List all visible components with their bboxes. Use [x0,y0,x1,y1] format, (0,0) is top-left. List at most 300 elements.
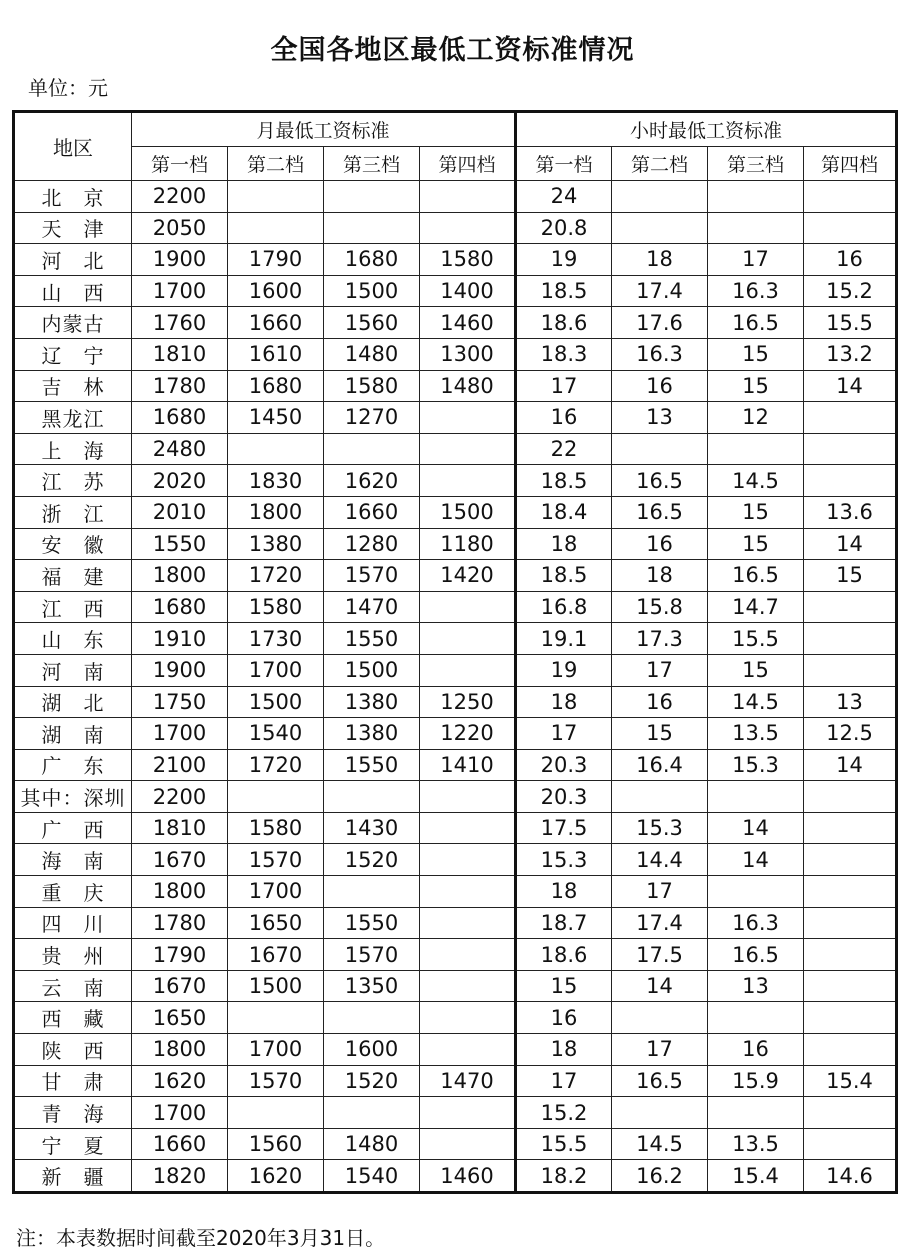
table-row [14,623,897,655]
table-row [14,749,897,781]
monthly-tier-4-cell [420,402,516,434]
hourly-tier-2-cell: 14 [612,970,708,1002]
monthly-tier-2-cell: 1500 [228,686,324,718]
header-hourly-tier-1: 第一档 [516,147,612,181]
hourly-tier-1-cell: 20.8 [516,212,612,244]
hourly-tier-4-cell [804,970,897,1002]
monthly-tier-1-cell: 1620 [132,1065,228,1097]
monthly-tier-2-cell: 1790 [228,244,324,276]
monthly-tier-4-cell [420,876,516,908]
monthly-tier-1-cell: 2050 [132,212,228,244]
monthly-tier-3-cell: 1550 [324,623,420,655]
monthly-tier-2-cell: 1620 [228,1160,324,1193]
table-row [14,718,897,750]
hourly-tier-4-cell: 14 [804,370,897,402]
monthly-tier-4-cell [420,1128,516,1160]
monthly-tier-2-cell: 1570 [228,1065,324,1097]
hourly-tier-2-cell: 17.4 [612,907,708,939]
monthly-tier-4-cell [420,970,516,1002]
region-cell: 宁 夏 [14,1128,132,1160]
monthly-tier-1-cell: 1910 [132,623,228,655]
hourly-tier-1-cell: 19 [516,244,612,276]
monthly-tier-3-cell: 1580 [324,370,420,402]
hourly-tier-4-cell [804,212,897,244]
hourly-tier-3-cell: 17 [708,244,804,276]
hourly-tier-2-cell [612,212,708,244]
monthly-tier-1-cell: 1780 [132,370,228,402]
hourly-tier-3-cell: 16.3 [708,275,804,307]
monthly-tier-1-cell: 1900 [132,244,228,276]
monthly-tier-2-cell: 1700 [228,654,324,686]
hourly-tier-4-cell: 14.6 [804,1160,897,1193]
hourly-tier-2-cell: 16.5 [612,465,708,497]
monthly-tier-4-cell [420,907,516,939]
hourly-tier-2-cell: 16.5 [612,496,708,528]
hourly-tier-1-cell: 16 [516,402,612,434]
hourly-tier-2-cell: 16.4 [612,749,708,781]
monthly-tier-3-cell [324,781,420,813]
header-hourly: 小时最低工资标准 [516,112,897,147]
table-row [14,1097,897,1129]
hourly-tier-3-cell [708,181,804,213]
header-monthly-tier-1: 第一档 [132,147,228,181]
hourly-tier-4-cell [804,1002,897,1034]
hourly-tier-2-cell: 17.5 [612,939,708,971]
hourly-tier-2-cell: 16.2 [612,1160,708,1193]
unit-label: 单位：元 [28,76,108,100]
hourly-tier-1-cell: 18.5 [516,465,612,497]
hourly-tier-2-cell: 17 [612,1034,708,1066]
table-row [14,307,897,339]
monthly-tier-3-cell: 1520 [324,844,420,876]
region-cell: 重 庆 [14,876,132,908]
footnote: 注：本表数据时间截至2020年3月31日。 [16,1226,386,1250]
monthly-tier-3-cell: 1570 [324,560,420,592]
region-cell: 北 京 [14,181,132,213]
hourly-tier-4-cell [804,876,897,908]
hourly-tier-1-cell: 16.8 [516,591,612,623]
monthly-tier-2-cell: 1700 [228,1034,324,1066]
hourly-tier-4-cell [804,433,897,465]
hourly-tier-3-cell: 15 [708,528,804,560]
hourly-tier-1-cell: 17.5 [516,812,612,844]
hourly-tier-1-cell: 17 [516,718,612,750]
hourly-tier-1-cell: 19 [516,654,612,686]
hourly-tier-1-cell: 18.5 [516,560,612,592]
page-title: 全国各地区最低工资标准情况 [270,35,635,66]
hourly-tier-2-cell: 14.5 [612,1128,708,1160]
monthly-tier-3-cell: 1280 [324,528,420,560]
hourly-tier-3-cell: 13.5 [708,1128,804,1160]
hourly-tier-4-cell: 15.2 [804,275,897,307]
hourly-tier-2-cell: 14.4 [612,844,708,876]
monthly-tier-4-cell: 1400 [420,275,516,307]
monthly-tier-3-cell [324,212,420,244]
region-cell: 广 东 [14,749,132,781]
hourly-tier-3-cell: 14.5 [708,686,804,718]
region-cell: 青 海 [14,1097,132,1129]
region-cell: 新 疆 [14,1160,132,1193]
monthly-tier-1-cell: 1780 [132,907,228,939]
monthly-tier-3-cell: 1350 [324,970,420,1002]
hourly-tier-4-cell: 13 [804,686,897,718]
monthly-tier-2-cell [228,1097,324,1129]
hourly-tier-1-cell: 18 [516,876,612,908]
table-row [14,465,897,497]
monthly-tier-2-cell: 1560 [228,1128,324,1160]
monthly-tier-2-cell [228,212,324,244]
hourly-tier-2-cell: 17.3 [612,623,708,655]
hourly-tier-3-cell [708,781,804,813]
monthly-tier-3-cell: 1570 [324,939,420,971]
header-monthly-tier-2: 第二档 [228,147,324,181]
region-cell: 辽 宁 [14,338,132,370]
monthly-tier-2-cell: 1570 [228,844,324,876]
hourly-tier-3-cell: 15 [708,370,804,402]
monthly-tier-4-cell [420,623,516,655]
table-row [14,1065,897,1097]
table-row [14,528,897,560]
monthly-tier-4-cell [420,465,516,497]
monthly-tier-1-cell: 2200 [132,781,228,813]
region-cell: 江 西 [14,591,132,623]
monthly-tier-1-cell: 1900 [132,654,228,686]
hourly-tier-3-cell: 15 [708,338,804,370]
table-row [14,275,897,307]
monthly-tier-4-cell: 1420 [420,560,516,592]
hourly-tier-4-cell: 14 [804,528,897,560]
region-cell: 河 南 [14,654,132,686]
hourly-tier-1-cell: 18.2 [516,1160,612,1193]
region-cell: 河 北 [14,244,132,276]
region-cell: 天 津 [14,212,132,244]
header-monthly-tier-4: 第四档 [420,147,516,181]
monthly-tier-1-cell: 2010 [132,496,228,528]
monthly-tier-1-cell: 1660 [132,1128,228,1160]
hourly-tier-3-cell: 14 [708,812,804,844]
hourly-tier-1-cell: 18.7 [516,907,612,939]
hourly-tier-3-cell: 15 [708,496,804,528]
region-cell: 陕 西 [14,1034,132,1066]
monthly-tier-3-cell: 1600 [324,1034,420,1066]
monthly-tier-2-cell: 1580 [228,591,324,623]
hourly-tier-3-cell: 16.5 [708,939,804,971]
monthly-tier-4-cell: 1580 [420,244,516,276]
hourly-tier-4-cell [804,812,897,844]
monthly-tier-1-cell: 1700 [132,275,228,307]
hourly-tier-2-cell: 17.6 [612,307,708,339]
hourly-tier-4-cell [804,623,897,655]
hourly-tier-1-cell: 19.1 [516,623,612,655]
hourly-tier-2-cell [612,781,708,813]
hourly-tier-4-cell: 15 [804,560,897,592]
hourly-tier-1-cell: 16 [516,1002,612,1034]
monthly-tier-1-cell: 1820 [132,1160,228,1193]
monthly-tier-2-cell: 1600 [228,275,324,307]
table-row [14,433,897,465]
monthly-tier-4-cell [420,212,516,244]
monthly-tier-4-cell: 1460 [420,307,516,339]
monthly-tier-4-cell: 1220 [420,718,516,750]
hourly-tier-4-cell: 16 [804,244,897,276]
table-row [14,812,897,844]
monthly-tier-3-cell: 1620 [324,465,420,497]
monthly-tier-4-cell: 1480 [420,370,516,402]
monthly-tier-4-cell: 1470 [420,1065,516,1097]
table-row [14,212,897,244]
hourly-tier-2-cell: 13 [612,402,708,434]
hourly-tier-3-cell: 13.5 [708,718,804,750]
monthly-tier-1-cell: 1680 [132,402,228,434]
hourly-tier-1-cell: 17 [516,370,612,402]
wage-table [12,110,898,1194]
monthly-tier-3-cell [324,433,420,465]
region-cell: 上 海 [14,433,132,465]
hourly-tier-2-cell: 16.3 [612,338,708,370]
hourly-tier-2-cell: 15.8 [612,591,708,623]
monthly-tier-2-cell: 1610 [228,338,324,370]
monthly-tier-3-cell: 1550 [324,907,420,939]
monthly-tier-4-cell [420,1097,516,1129]
hourly-tier-4-cell: 13.6 [804,496,897,528]
hourly-tier-2-cell: 18 [612,244,708,276]
monthly-tier-4-cell [420,591,516,623]
hourly-tier-4-cell [804,465,897,497]
table-row [14,939,897,971]
header-monthly: 月最低工资标准 [132,112,516,147]
table-row [14,844,897,876]
hourly-tier-4-cell [804,654,897,686]
monthly-tier-4-cell [420,844,516,876]
hourly-tier-1-cell: 15.2 [516,1097,612,1129]
monthly-tier-4-cell [420,1002,516,1034]
region-cell: 黑龙江 [14,402,132,434]
monthly-tier-2-cell: 1660 [228,307,324,339]
hourly-tier-4-cell [804,844,897,876]
monthly-tier-4-cell [420,939,516,971]
hourly-tier-1-cell: 18.6 [516,307,612,339]
hourly-tier-4-cell [804,1034,897,1066]
hourly-tier-3-cell: 16.5 [708,307,804,339]
monthly-tier-4-cell [420,781,516,813]
hourly-tier-3-cell: 13 [708,970,804,1002]
hourly-tier-3-cell [708,1097,804,1129]
monthly-tier-1-cell: 1760 [132,307,228,339]
monthly-tier-4-cell: 1410 [420,749,516,781]
monthly-tier-2-cell: 1670 [228,939,324,971]
table-row [14,876,897,908]
monthly-tier-3-cell: 1270 [324,402,420,434]
monthly-tier-3-cell: 1430 [324,812,420,844]
hourly-tier-4-cell [804,181,897,213]
table-row [14,560,897,592]
monthly-tier-1-cell: 1800 [132,1034,228,1066]
table-row [14,591,897,623]
hourly-tier-4-cell [804,1097,897,1129]
hourly-tier-2-cell: 15 [612,718,708,750]
hourly-tier-1-cell: 18.5 [516,275,612,307]
region-cell: 江 苏 [14,465,132,497]
table-body [14,181,897,1193]
hourly-tier-3-cell: 15.5 [708,623,804,655]
table-row [14,907,897,939]
hourly-tier-3-cell: 15 [708,654,804,686]
monthly-tier-1-cell: 1700 [132,718,228,750]
monthly-tier-3-cell: 1500 [324,275,420,307]
hourly-tier-2-cell: 17 [612,654,708,686]
monthly-tier-1-cell: 1670 [132,844,228,876]
hourly-tier-3-cell [708,1002,804,1034]
monthly-tier-2-cell: 1450 [228,402,324,434]
monthly-tier-4-cell [420,433,516,465]
header-hourly-tier-2: 第二档 [612,147,708,181]
hourly-tier-1-cell: 18.4 [516,496,612,528]
monthly-tier-1-cell: 1750 [132,686,228,718]
region-cell: 湖 南 [14,718,132,750]
hourly-tier-2-cell: 16.5 [612,1065,708,1097]
monthly-tier-1-cell: 1680 [132,591,228,623]
monthly-tier-1-cell: 1700 [132,1097,228,1129]
region-cell: 浙 江 [14,496,132,528]
table-row [14,1002,897,1034]
monthly-tier-2-cell: 1700 [228,876,324,908]
monthly-tier-4-cell: 1250 [420,686,516,718]
hourly-tier-3-cell: 16 [708,1034,804,1066]
hourly-tier-4-cell: 12.5 [804,718,897,750]
hourly-tier-4-cell [804,591,897,623]
hourly-tier-3-cell: 16.5 [708,560,804,592]
hourly-tier-3-cell [708,212,804,244]
hourly-tier-2-cell: 18 [612,560,708,592]
hourly-tier-2-cell [612,1002,708,1034]
hourly-tier-4-cell [804,1128,897,1160]
hourly-tier-4-cell: 14 [804,749,897,781]
table-row [14,181,897,213]
hourly-tier-2-cell: 16 [612,370,708,402]
hourly-tier-3-cell [708,433,804,465]
hourly-tier-4-cell [804,402,897,434]
hourly-tier-4-cell [804,939,897,971]
hourly-tier-2-cell [612,181,708,213]
monthly-tier-2-cell: 1730 [228,623,324,655]
region-cell: 西 藏 [14,1002,132,1034]
region-cell: 山 东 [14,623,132,655]
monthly-tier-3-cell: 1550 [324,749,420,781]
monthly-tier-3-cell: 1540 [324,1160,420,1193]
hourly-tier-1-cell: 22 [516,433,612,465]
monthly-tier-3-cell [324,181,420,213]
table-row [14,970,897,1002]
monthly-tier-3-cell: 1480 [324,1128,420,1160]
monthly-tier-2-cell: 1540 [228,718,324,750]
monthly-tier-3-cell: 1500 [324,654,420,686]
hourly-tier-1-cell: 15 [516,970,612,1002]
monthly-tier-1-cell: 1650 [132,1002,228,1034]
monthly-tier-4-cell [420,812,516,844]
header-monthly-tier-3: 第三档 [324,147,420,181]
hourly-tier-1-cell: 17 [516,1065,612,1097]
region-cell: 广 西 [14,812,132,844]
hourly-tier-4-cell [804,907,897,939]
region-cell: 湖 北 [14,686,132,718]
monthly-tier-1-cell: 1670 [132,970,228,1002]
region-cell: 福 建 [14,560,132,592]
monthly-tier-4-cell [420,654,516,686]
monthly-tier-3-cell [324,1097,420,1129]
table-row [14,686,897,718]
monthly-tier-1-cell: 2200 [132,181,228,213]
monthly-tier-3-cell: 1480 [324,338,420,370]
hourly-tier-2-cell: 15.3 [612,812,708,844]
monthly-tier-4-cell [420,1034,516,1066]
hourly-tier-1-cell: 18.6 [516,939,612,971]
table-row [14,654,897,686]
hourly-tier-1-cell: 18 [516,528,612,560]
region-cell: 甘 肃 [14,1065,132,1097]
monthly-tier-1-cell: 2020 [132,465,228,497]
monthly-tier-4-cell [420,181,516,213]
monthly-tier-2-cell: 1500 [228,970,324,1002]
hourly-tier-3-cell: 14 [708,844,804,876]
monthly-tier-3-cell: 1560 [324,307,420,339]
hourly-tier-2-cell [612,1097,708,1129]
header-hourly-tier-4: 第四档 [804,147,897,181]
monthly-tier-2-cell [228,181,324,213]
monthly-tier-3-cell: 1380 [324,718,420,750]
hourly-tier-3-cell [708,876,804,908]
hourly-tier-2-cell [612,433,708,465]
monthly-tier-3-cell: 1470 [324,591,420,623]
table-row [14,338,897,370]
hourly-tier-4-cell: 15.4 [804,1065,897,1097]
table-row [14,402,897,434]
hourly-tier-2-cell: 17.4 [612,275,708,307]
monthly-tier-4-cell: 1180 [420,528,516,560]
hourly-tier-3-cell: 14.7 [708,591,804,623]
hourly-tier-2-cell: 16 [612,528,708,560]
hourly-tier-3-cell: 12 [708,402,804,434]
monthly-tier-3-cell: 1520 [324,1065,420,1097]
region-cell: 云 南 [14,970,132,1002]
hourly-tier-3-cell: 16.3 [708,907,804,939]
monthly-tier-2-cell [228,781,324,813]
hourly-tier-2-cell: 17 [612,876,708,908]
hourly-tier-1-cell: 18 [516,686,612,718]
monthly-tier-2-cell: 1650 [228,907,324,939]
hourly-tier-1-cell: 18 [516,1034,612,1066]
monthly-tier-3-cell: 1660 [324,496,420,528]
monthly-tier-1-cell: 1810 [132,812,228,844]
monthly-tier-3-cell: 1380 [324,686,420,718]
monthly-tier-4-cell: 1300 [420,338,516,370]
hourly-tier-3-cell: 14.5 [708,465,804,497]
monthly-tier-2-cell: 1380 [228,528,324,560]
monthly-tier-1-cell: 2100 [132,749,228,781]
region-cell: 贵 州 [14,939,132,971]
monthly-tier-1-cell: 1800 [132,560,228,592]
hourly-tier-1-cell: 15.3 [516,844,612,876]
monthly-tier-2-cell: 1830 [228,465,324,497]
region-cell: 山 西 [14,275,132,307]
hourly-tier-3-cell: 15.9 [708,1065,804,1097]
monthly-tier-2-cell: 1800 [228,496,324,528]
table-row [14,1160,897,1193]
region-cell: 吉 林 [14,370,132,402]
region-cell: 其中：深圳 [14,781,132,813]
hourly-tier-2-cell: 16 [612,686,708,718]
monthly-tier-4-cell: 1500 [420,496,516,528]
header-region: 地区 [14,112,132,181]
